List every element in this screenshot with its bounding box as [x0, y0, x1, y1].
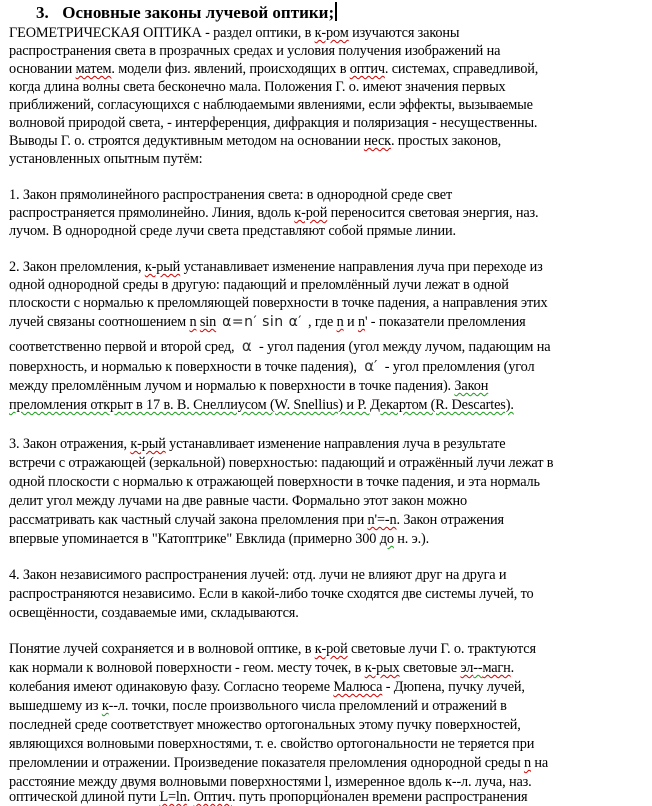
text-run: как нормали к волновой поверхности - геом. месту точек, в	[9, 660, 365, 676]
spelling-mark: к-ром	[314, 25, 349, 41]
text-line	[9, 788, 527, 806]
text-run: устанавливает изменение направления луча при переходе из	[180, 259, 543, 275]
text-run: . простых законов,	[390, 133, 502, 149]
alpha-formula-image: α	[241, 337, 252, 355]
text-run: 2. Закон преломления,	[9, 259, 145, 275]
text-line	[9, 114, 537, 132]
text-run: , где	[307, 314, 337, 330]
spelling-mark: неск	[363, 133, 391, 149]
text-line	[9, 186, 452, 204]
text-run: Понятие лучей сохраняется и в волновой оптике, в	[9, 641, 315, 657]
text-run: световые	[399, 660, 461, 676]
text-line	[9, 566, 506, 584]
text-run: . Закон отражения	[396, 512, 504, 528]
spelling-mark: магн	[482, 660, 511, 676]
text-run: - угол преломления (угол	[381, 359, 535, 375]
text-run: делит угол между лучами на две равные части. Формально этот закон можно	[9, 493, 467, 509]
text-line	[9, 530, 429, 548]
text-run: поверхность, и нормалью к поверхности в точке падения),	[9, 359, 361, 375]
text-run: когда длина волны света бесконечно мала. Положения Г. о. имеют значения первых	[9, 79, 506, 95]
text-run: рассматривать как частный случай закона преломления при	[9, 512, 368, 528]
text-line	[9, 659, 514, 677]
heading-number: 3.	[36, 3, 49, 22]
spelling-mark: n'=-n	[367, 512, 397, 528]
text-line	[9, 396, 514, 414]
text-line	[9, 132, 501, 150]
text-run: и	[343, 314, 358, 330]
spelling-mark: L=ln	[159, 789, 187, 805]
text-line	[9, 60, 538, 78]
text-line	[9, 735, 534, 753]
spelling-mark: n	[189, 314, 197, 330]
text-run: ГЕОМЕТРИЧЕСКАЯ ОПТИКА - раздел оптики, в	[9, 25, 315, 41]
text-run: Выводы Г. о. строятся дедуктивным методом на основании	[9, 133, 364, 149]
text-line	[9, 492, 467, 510]
text-run: 1. Закон прямолинейного распространения света: в однородной среде свет	[9, 187, 453, 203]
text-line	[9, 640, 536, 658]
text-run: изучаются законы	[348, 25, 460, 41]
text-run: . системах, справедливой,	[384, 61, 539, 77]
text-cursor	[335, 2, 337, 21]
text-line	[9, 604, 299, 622]
spelling-mark: Оптич	[193, 789, 232, 805]
text-run: оптической длиной пути	[9, 789, 160, 805]
text-run: последней среде соответствует множество ортогональных этому пучку поверхностей,	[9, 717, 521, 733]
text-run: , измеренное вдоль к--л. луча, наз.	[328, 774, 532, 790]
text-run: плоскости с нормалью к преломляющей поверхности в точке падения, а направления этих	[9, 295, 548, 311]
spelling-mark: к-рой	[294, 205, 328, 221]
spelling-mark: матем	[75, 61, 112, 77]
text-run: колебания имеют одинаковую фазу. Согласно теореме	[9, 679, 334, 695]
text-run: 3. Закон отражения,	[9, 436, 131, 452]
text-line	[9, 754, 548, 772]
text-run: .	[186, 789, 194, 805]
text-run: установленных опытным путём:	[9, 151, 203, 167]
grammar-mark: к	[101, 698, 109, 714]
alpha-prime-formula-image: α′	[364, 357, 378, 375]
grammar-mark: преломления открыт в 17 в. В. Снеллиусом (W. Snellius) и Р. Декартом (R. Descartes).	[9, 397, 514, 413]
text-run: лучом. В однородной среде лучи света представляют собой прямые линии.	[9, 223, 456, 239]
text-run: ' - показатели преломления	[364, 314, 526, 330]
text-run: на	[530, 755, 549, 771]
text-line	[9, 78, 506, 96]
text-run: устанавливает изменение направления луча в результате	[165, 436, 506, 452]
text-run: .	[510, 660, 515, 676]
text-run: . модели физ. явлений, происходящих в	[111, 61, 350, 77]
text-run: приближений, согласующихся с наблюдаемыми явлениями, если эффекты, вызываемые	[9, 97, 533, 113]
text-line	[9, 678, 525, 696]
grammar-mark: --	[473, 660, 483, 676]
text-line	[9, 337, 550, 356]
spelling-mark: к-рый	[130, 436, 166, 452]
spelling-mark: к-рой	[314, 641, 348, 657]
text-line	[9, 585, 534, 603]
text-line	[9, 313, 526, 331]
spelling-mark: n	[523, 755, 531, 771]
text-run: встречи с отражающей (зеркальной) поверхностью: падающий и отражённый лучи лежат в	[9, 455, 554, 471]
grammar-mark: Закон	[454, 378, 489, 394]
text-line	[9, 204, 538, 222]
text-line	[9, 435, 505, 453]
spelling-mark: Малюса	[333, 679, 383, 695]
text-line	[9, 276, 509, 294]
text-run: --л. точки, после произвольного числа преломлений и отражений в	[108, 698, 507, 714]
text-line	[9, 150, 202, 168]
text-run: одной плоскости с нормалью к отражающей поверхности в точке падения, и эта нормаль	[9, 474, 540, 490]
text-run: впервые упоминается в "Катоптрике" Евклида (примерно 300	[9, 531, 380, 547]
spelling-mark: к-рых	[364, 660, 400, 676]
text-line	[9, 222, 456, 240]
text-line	[9, 24, 459, 42]
grammar-mark: до	[379, 531, 394, 547]
text-run: волновой природой света, - интерференция, дифракция и поляризация - несущественны.	[9, 115, 538, 131]
text-line	[9, 511, 504, 529]
text-run: 4. Закон независимого распространения лучей: отд. лучи не влияют друг на друга и	[9, 567, 507, 583]
text-run: распространяется прямолинейно. Линия, вдоль	[9, 205, 295, 221]
spelling-mark: к-рый	[144, 259, 181, 275]
text-line	[9, 473, 540, 491]
text-run: распространяются независимо. Если в какой-либо точке сходятся две системы лучей, то	[9, 586, 534, 602]
text-run: лучей связаны соотношением	[9, 314, 190, 330]
heading-title: Основные законы лучевой оптики;	[62, 3, 335, 22]
text-run: световые лучи Г. о. трактуются	[347, 641, 536, 657]
text-line	[9, 697, 507, 715]
text-line	[9, 96, 533, 114]
text-run: между преломлённым лучом и нормалью к поверхности в точке падения).	[9, 378, 455, 394]
text-run: являющихся волновыми поверхностями, т. е. свойство ортогональности не теряется при	[9, 736, 535, 752]
text-line	[9, 454, 553, 472]
text-run: распространения света в прозрачных средах и условия получения изображений на	[9, 43, 501, 59]
snell-formula-image: α=n′ sin α′	[222, 314, 302, 330]
text-run: расстояние между двумя волновыми поверхностями	[9, 774, 325, 790]
text-line	[9, 377, 488, 395]
spelling-mark: эл	[460, 660, 474, 676]
spelling-mark: n	[357, 314, 365, 330]
text-run: - Дюпена, пучку лучей,	[382, 679, 525, 695]
spelling-mark: l	[324, 774, 329, 790]
spelling-mark: оптич	[349, 61, 385, 77]
text-run: . путь пропорционален времени распространения	[231, 789, 528, 805]
text-line	[9, 357, 534, 376]
text-run: н. э.).	[393, 531, 430, 547]
text-run: вышедшему из	[9, 698, 102, 714]
text-run: преломлении и отражении. Произведение показателя преломления однородной среды	[9, 755, 524, 771]
section-heading	[36, 2, 337, 24]
text-line	[9, 294, 548, 312]
text-run: - угол падения (угол между лучом, падающим на	[255, 339, 551, 355]
text-run: переносится световая энергия, наз.	[327, 205, 539, 221]
text-line	[9, 258, 543, 276]
text-run: соответственно первой и второй сред,	[9, 339, 238, 355]
spelling-mark: n	[336, 314, 344, 330]
text-line	[9, 42, 500, 60]
text-line	[9, 716, 521, 734]
text-run: одной однородной среды в другую: падающий и преломлённый лучи лежат в одной	[9, 277, 509, 293]
spelling-mark: sin	[199, 314, 217, 330]
text-run: освещённости, создаваемые ими, складываются.	[9, 605, 299, 621]
text-run: основании	[9, 61, 76, 77]
